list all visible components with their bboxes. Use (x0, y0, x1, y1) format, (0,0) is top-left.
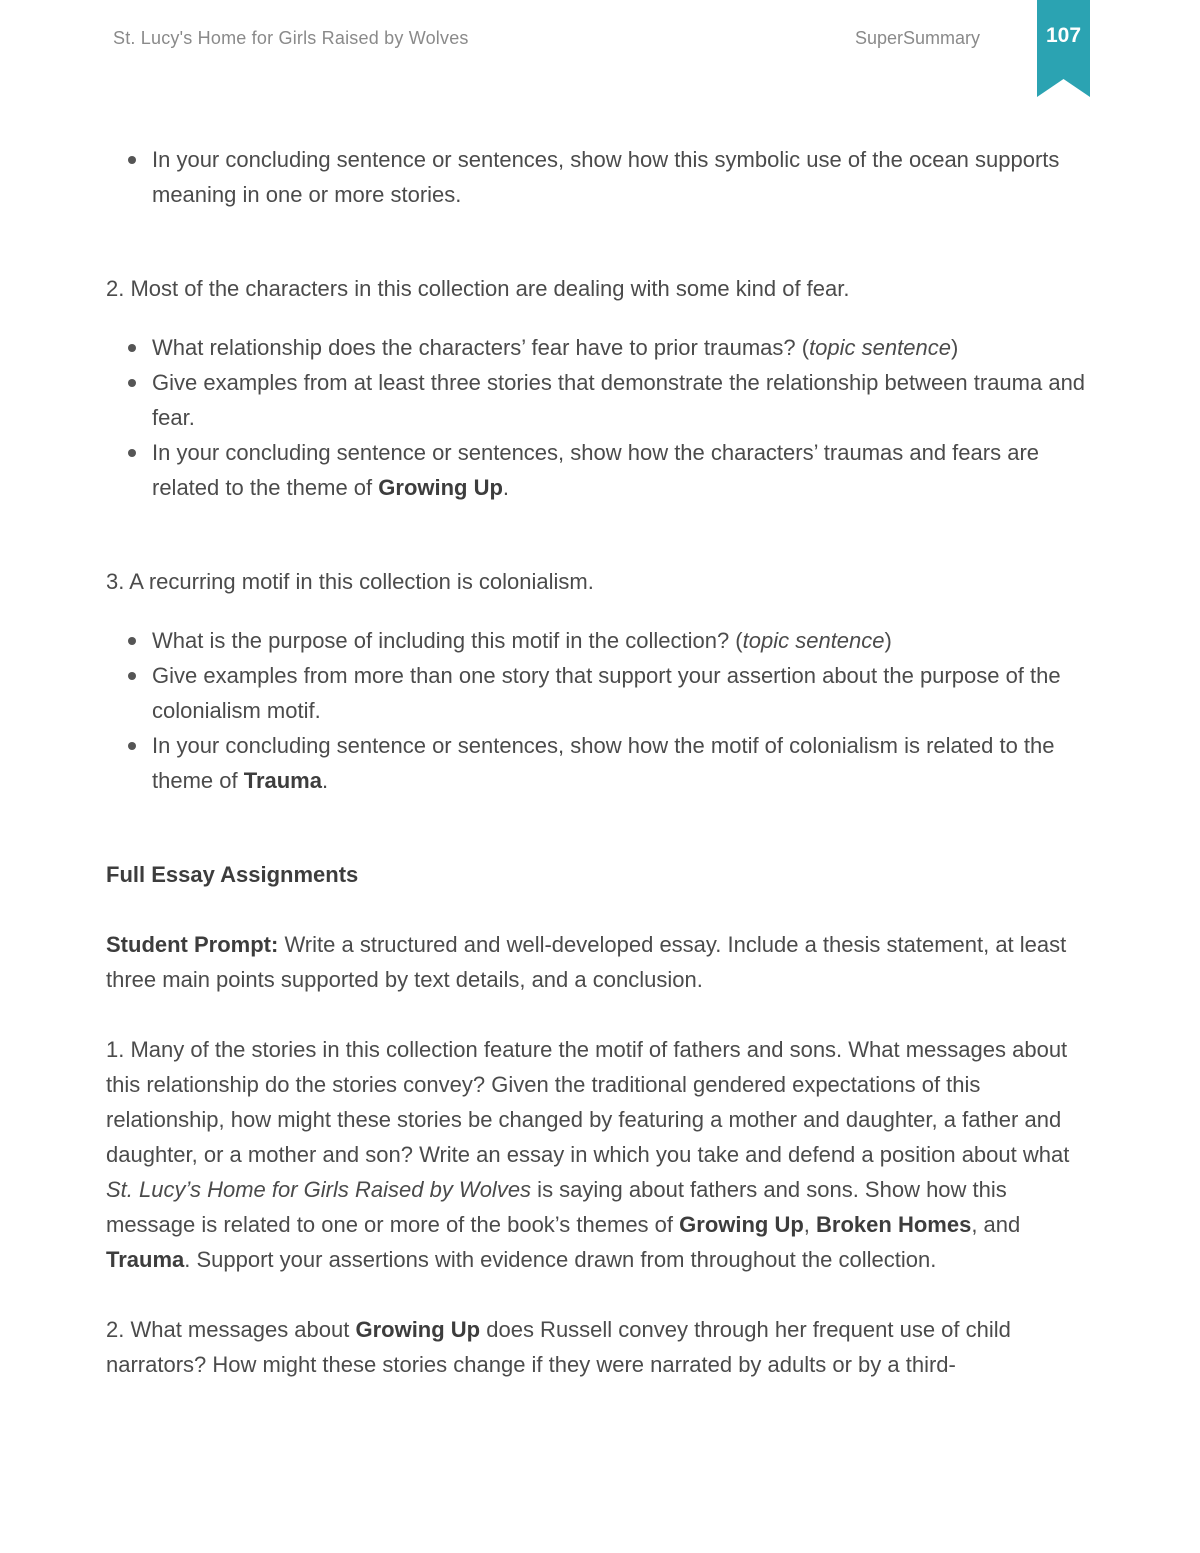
list-item: In your concluding sentence or sentences, show how the characters’ traumas and fears are related to the theme of Growing Up. (106, 435, 1096, 505)
running-header-title: St. Lucy's Home for Girls Raised by Wolves (113, 28, 469, 48)
essay-prompt-2: 2. What messages about Growing Up does Russell convey through her frequent use of child narrators? How might these stories change if they were narrated by adults or by a third- (106, 1317, 1011, 1377)
page-number-tab (1037, 0, 1090, 97)
list-item: In your concluding sentence or sentences, show how this symbolic use of the ocean supports meaning in one or more stories. (106, 142, 1096, 212)
running-header-brand: SuperSummary (855, 28, 981, 48)
essay-prompt-1: 1. Many of the stories in this collection feature the motif of fathers and sons. What messages about this relationship do the stories convey? Given the traditional gendered expectations of this relationship, how might these stories be changed by featuring a mother and daughter, a father and daughter, or a mother and son? Write an essay in which you take and defend a position about what St. Lucy’s Home for Girls Raised by Wolves is saying about fathers and sons. Show how this message is related to one or more of the book’s themes of Growing Up, Broken Homes, and Trauma. Support your assertions with evidence drawn from throughout the collection. (106, 1037, 1070, 1272)
question-3: 3. A recurring motif in this collection is colonialism. (106, 569, 594, 594)
question-3-bullets (106, 623, 1096, 798)
bullet-list-continued (106, 142, 1096, 212)
student-prompt: Student Prompt: Write a structured and well-developed essay. Include a thesis statement, at least three main points supported by text details, and a conclusion. (106, 932, 1067, 992)
list-item: What is the purpose of including this motif in the collection? (topic sentence) (106, 623, 1096, 658)
section-heading: Full Essay Assignments (106, 862, 359, 887)
question-2: 2. Most of the characters in this collection are dealing with some kind of fear. (106, 276, 850, 301)
list-item: Give examples from at least three stories that demonstrate the relationship between trauma and fear. (106, 365, 1096, 435)
page-number: 107 (1045, 24, 1082, 47)
list-item: Give examples from more than one story that support your assertion about the purpose of the colonialism motif. (106, 658, 1096, 728)
list-item: In your concluding sentence or sentences, show how the motif of colonialism is related to the theme of Trauma. (106, 728, 1096, 798)
question-2-bullets (106, 330, 1096, 505)
list-item: What relationship does the characters’ fear have to prior traumas? (topic sentence) (106, 330, 1096, 365)
page-body (106, 142, 1096, 1382)
